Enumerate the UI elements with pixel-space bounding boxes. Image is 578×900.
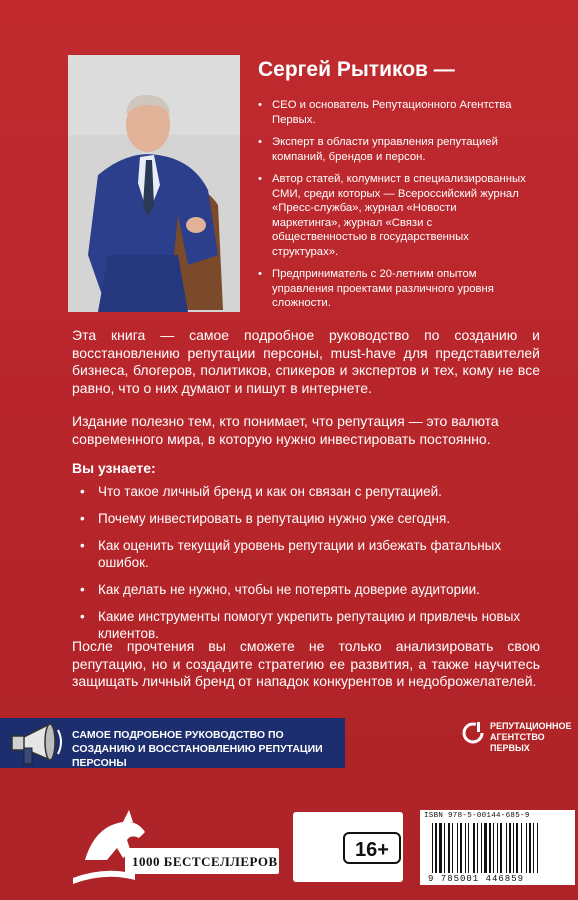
megaphone-icon (2, 716, 68, 776)
barcode-icon (430, 823, 568, 873)
isbn-text: ISBN 978-5-00144-685-9 (424, 812, 530, 820)
book-outro: После прочтения вы сможете не только анализировать свою репутацию, но и создадите стратегию ее развития, а также научитесь защищать личный бренд от нападок конкурентов и недоброжелателей. (72, 638, 540, 689)
barcode-bar (493, 823, 494, 873)
barcode-bar (497, 823, 498, 873)
bio-item: • Эксперт в области управления репутацией компаний, брендов и персон. (258, 135, 528, 164)
learn-item: • Как делать не нужно, чтобы не потерять доверие аудитории. (72, 581, 532, 598)
learn-item: • Как оценить текущий уровень репутации и избежать фатальных ошибок. (72, 537, 532, 571)
barcode-bar (481, 823, 482, 873)
learn-item: • Почему инвестировать в репутацию нужно уже сегодня. (72, 510, 532, 527)
barcode-bar (432, 823, 433, 873)
author-name: Сергей Рытиков — (258, 58, 455, 81)
author-photo (68, 55, 240, 312)
barcode-bar (521, 823, 522, 873)
barcode-bar (489, 823, 491, 873)
barcode-bar (529, 823, 531, 873)
bio-item: • Автор статей, колумнист в специализированных СМИ, среди которых — Всероссийский журнал «Пресс-служба», журнал «Новости маркетинга», журнал «Связи с общественностью в государственных структурах». (258, 172, 528, 259)
author-bio-list (258, 98, 528, 319)
barcode-bar (537, 823, 538, 873)
age-rating-badge: 16+ (343, 832, 401, 864)
barcode-bar (526, 823, 527, 873)
barcode-bar (477, 823, 478, 873)
learn-item: • Какие инструменты помогут укрепить репутацию и привлечь новых клиентов. (72, 608, 532, 642)
legal-fine-print (298, 816, 342, 876)
barcode-bar (533, 823, 534, 873)
learn-item: • Что такое личный бренд и как он связан с репутацией. (72, 483, 532, 500)
horse-logo-icon (65, 808, 285, 886)
barcode-bar (473, 823, 475, 873)
barcode-bar (457, 823, 458, 873)
learn-list (72, 483, 532, 652)
book-description: Эта книга — самое подробное руководство по созданию и восстановлению репутации персоны, must-have для представителей бизнеса, блогеров, политиков, спикеров и экспертов и тех, кому не все равно, что о них думают и пишут в интернете. (72, 327, 540, 396)
barcode-number: 9 785001 446859 (428, 874, 525, 884)
barcode-bar (460, 823, 462, 873)
agency-logo-icon (462, 722, 484, 744)
series-name: 1000 БЕСТСЕЛЛЕРОВ (132, 854, 278, 869)
barcode-bar (516, 823, 518, 873)
barcode-bar (452, 823, 453, 873)
book-description-secondary: Издание полезно тем, кто понимает, что репутация — это валюта современного мира, в которую нужно инвестировать постоянно. (72, 413, 499, 447)
barcode-bar (484, 823, 487, 873)
barcode-bar (444, 823, 445, 873)
barcode-bar (435, 823, 437, 873)
barcode-bar (500, 823, 502, 873)
barcode-bar (439, 823, 442, 873)
bio-item: • Предприниматель с 20-летним опытом управления проектами различного уровня сложности. (258, 267, 528, 311)
barcode-bar (506, 823, 507, 873)
learn-heading: Вы узнаете: (72, 460, 156, 476)
banner-text: САМОЕ ПОДРОБНОЕ РУКОВОДСТВО ПО СОЗДАНИЮ И ВОССТАНОВЛЕНИЮ РЕПУТАЦИИ ПЕРСОНЫ (72, 729, 323, 769)
barcode-bar (513, 823, 514, 873)
barcode-bar (448, 823, 450, 873)
bio-item: • CEO и основатель Репутационного Агентства Первых. (258, 98, 528, 127)
agency-name: РЕПУТАЦИОННОЕ АГЕНТСТВО ПЕРВЫХ (490, 721, 572, 753)
barcode-bar (465, 823, 466, 873)
barcode-bar (509, 823, 511, 873)
barcode-bar (468, 823, 469, 873)
